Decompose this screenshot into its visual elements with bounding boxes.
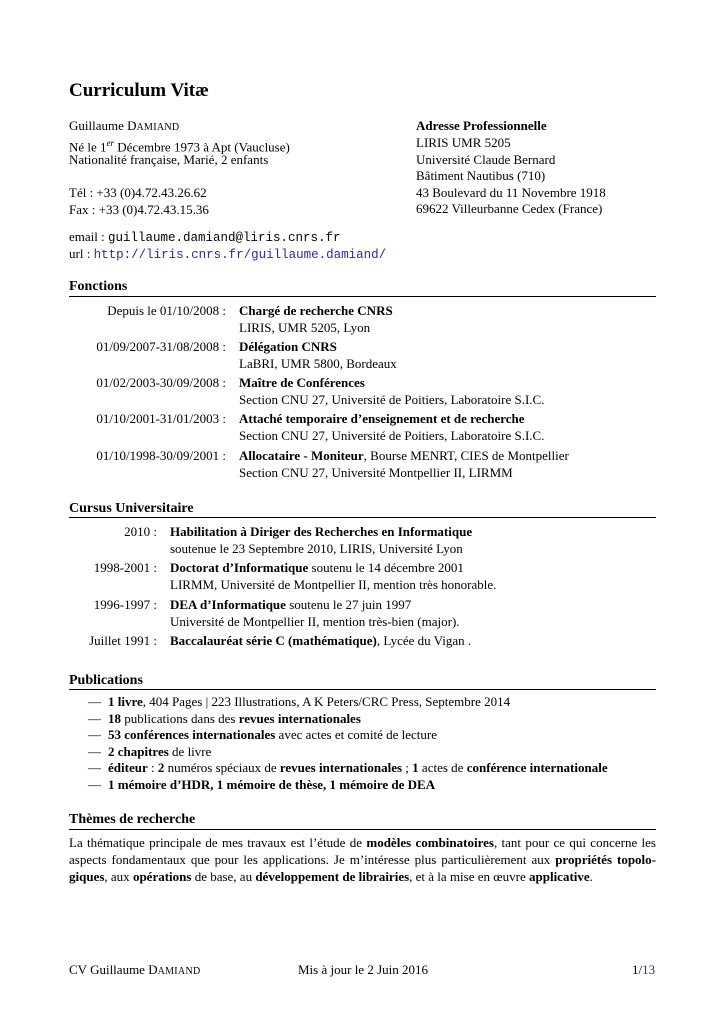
themes-text: développement de librairies [255,869,410,884]
themes-text: . [589,869,593,884]
entry-title: Allocataire - Moniteur [239,448,364,463]
themes-text: de base, au [191,869,256,884]
publication-text: revues internationales [279,760,403,775]
page-title: Curriculum Vitæ [69,80,209,101]
birth-info: Né le 1er Décembre 1973 à Apt (Vaucluse) [69,138,290,155]
fax: Fax : +33 (0)4.72.43.15.36 [69,202,209,217]
section-rule [69,829,656,830]
entry-title: Maître de Conférences [239,375,365,390]
publication-text: 18 [108,710,121,726]
publication-text: ; [402,760,413,775]
entry-detail: Section CNU 27, Université de Poitiers, Laboratoire S.I.C. [239,391,545,407]
publication-text: actes de [418,760,467,775]
full-name: Guillaume DAMIAND [69,118,180,133]
entry-title: Baccalauréat série C (mathématique) [170,633,377,648]
url-line: url : http://liris.cnrs.fr/guillaume.damiand/ [69,246,387,262]
bullet-dash: — [88,694,101,709]
themes-paragraph [69,834,656,885]
themes-text: , tant pour ce qui concerne les aspects fondamentaux que pour les applications. Je m’intéresse plus particulièrement aux [69,835,656,867]
entry-detail: LaBRI, UMR 5800, Bordeaux [239,355,397,371]
publication-text: , 404 Pages | 223 Illustrations, A K Peters/CRC Press, Septembre 2014 [142,694,511,709]
publication-text: avec actes et comité de lecture [275,727,437,742]
publication-item [88,760,648,777]
section-rule [69,296,656,297]
footer-updated: Mis à jour le 2 Juin 2016 [298,962,428,977]
email-address: guillaume.damiand@liris.cnrs.fr [108,231,341,245]
publication-item [88,727,648,744]
entry-title: Délégation CNRS [239,339,337,354]
entry-detail: LIRMM, Université de Montpellier II, mention très honorable. [170,576,497,592]
entry-title: Doctorat d’Informatique [170,560,309,575]
address-line: 43 Boulevard du 11 Novembre 1918 [416,184,606,200]
publication-item [88,711,648,728]
page-total-link[interactable]: 13 [642,962,656,977]
footer-author: CV Guillaume DAMIAND [69,962,201,977]
entry-date: 01/02/2003-30/09/2008 : [96,375,226,390]
page-number: 1/13 [632,962,656,977]
entry-date: 1998-2001 : [93,560,157,575]
phone: Tél : +33 (0)4.72.43.26.62 [69,185,207,200]
identity-block [69,118,399,263]
entry-title: Chargé de recherche CNRS [239,303,393,318]
entry-title: Habilitation à Diriger des Recherches en Informatique [170,524,473,539]
themes-text: modèles combinatoires [366,835,494,850]
section-title-cursus: Cursus Universitaire [69,501,194,516]
themes-text: , et à la mise en œuvre [409,869,529,884]
address-line: LIRIS UMR 5205 [416,135,511,150]
publication-text: de livre [168,743,212,759]
publication-text: 2 [157,760,165,775]
publication-text: 1 mémoire d’HDR, 1 mémoire de thèse, 1 mémoire de DEA [108,776,436,792]
entry-detail: Section CNU 27, Université Montpellier II, LIRMM [239,464,513,480]
entry-title: DEA d’Informatique [170,597,286,612]
section-title-fonctions: Fonctions [69,279,128,294]
entry-date: 2010 : [124,524,157,539]
publication-text: : [147,760,158,775]
homepage-link[interactable]: http://liris.cnrs.fr/guillaume.damiand/ [93,248,387,262]
publication-text: 1 livre [108,694,143,709]
publication-text: numéros spéciaux de [164,760,280,775]
entry-date: 01/09/2007-31/08/2008 : [96,339,226,354]
address-line: Université Claude Bernard [416,151,556,167]
section-rule [69,517,656,518]
publication-text: 53 conférences internationales [108,727,276,742]
publication-text: éditeur [108,760,148,775]
bullet-dash: — [88,710,101,726]
address-line: Bâtiment Nautibus (710) [416,168,546,183]
themes-text: applicative [529,869,590,884]
bullet-dash: — [88,743,101,759]
entry-date: 01/10/1998-30/09/2001 : [96,448,226,463]
entry-detail: Section CNU 27, Université de Poitiers, Laboratoire S.I.C. [239,427,545,443]
bullet-dash: — [88,727,101,742]
publication-text: publications dans des [121,710,239,726]
address-heading: Adresse Professionnelle [416,118,547,133]
publication-item [88,744,648,761]
nationality: Nationalité française, Marié, 2 enfants [69,152,269,167]
section-title-publications: Publications [69,673,143,688]
section-title-themes: Thèmes de recherche [69,812,196,827]
publication-text: conférence internationale [466,760,608,775]
publication-text: 1 [412,760,419,775]
themes-text: , aux [104,869,133,884]
entry-date: Depuis le 01/10/2008 : [107,303,226,318]
themes-text: opérations [132,869,192,884]
publication-item [88,694,648,711]
themes-text: La thématique principale de mes travaux est l’étude de [69,835,367,850]
themes-text: propriétés topolo-giques [69,852,656,884]
address-block [416,118,666,218]
section-rule [69,689,656,690]
entry-date: 01/10/2001-31/01/2003 : [96,411,226,426]
entry-title: Attaché temporaire d’enseignement et de recherche [239,411,525,426]
entry-detail: Université de Montpellier II, mention très-bien (major). [170,613,460,629]
bullet-dash: — [88,776,101,792]
entry-date: Juillet 1991 : [89,633,157,648]
publication-text: 2 chapitres [108,743,169,759]
entry-date: 1996-1997 : [93,597,157,612]
entry-detail: LIRIS, UMR 5205, Lyon [239,319,371,335]
publication-item [88,777,648,794]
publication-text: revues internationales [238,710,361,726]
email-line: email : guillaume.damiand@liris.cnrs.fr [69,229,341,245]
entry-detail: soutenue le 23 Septembre 2010, LIRIS, Université Lyon [170,540,463,556]
publications-list [88,694,648,793]
address-line: 69622 Villeurbanne Cedex (France) [416,201,603,216]
bullet-dash: — [88,760,101,775]
